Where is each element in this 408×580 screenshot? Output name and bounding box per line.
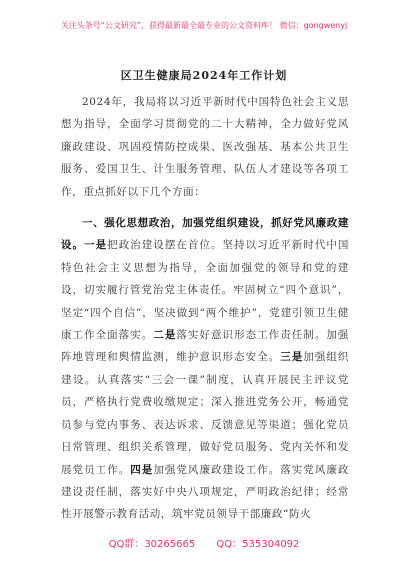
point-4-label: 四是 — [130, 463, 154, 476]
point-1-text: 把政治建设摆在首位。坚持以习近平新时代中国特色社会主义思想为指导，全面加强党的领导和党的建设，切实履行管党治党主体责任。牢固树立“四个意识”，坚定“四个自信”，坚决做到“两个维护”，党建引领卫生健康工作全面落实。 — [61, 239, 349, 342]
point-4-text: 加强党风廉政建设工作。落实党风廉政建设责任制，落实好中央八项规定，严明政治纪律；经常性开展警示教育活动，筑牢党员领导干部廉政“防火 — [61, 463, 350, 521]
footer-qq-group: QQ群：30265665 — [108, 539, 196, 550]
point-2-label: 二是 — [153, 329, 177, 342]
section-1-paragraph — [61, 212, 349, 526]
document-body — [61, 91, 349, 535]
point-2-text: 落实好意识形态工作责任制。加强阵地管理和舆情监测，维护意识形态安全。 — [61, 329, 349, 364]
footer-contact — [0, 535, 408, 550]
top-banner: 关注头条号“公文研究”，获得最新最全最专业的公文资料库！ 微信：gongwenyj — [60, 21, 348, 30]
point-1-label: 一是 — [84, 239, 108, 252]
point-3-label: 三是 — [280, 351, 304, 364]
section-1-heading: 一、强化思想政治，加强党组织建设，抓好党风廉政建设。 — [61, 217, 349, 252]
footer-qq: QQ：535304092 — [216, 539, 300, 550]
intro-paragraph: 2024年，我局将以习近平新时代中国特色社会主义思想为指导，全面学习贯彻党的二十大精神，全力做好党风廉政建设、巩固疫情防控成果、医改强基、基本公共卫生服务、爱国卫生、计生服务管理、队伍人才建设等各项工作，重点抓好以下几个方面： — [61, 96, 349, 198]
document-title: 区卫生健康局2024年工作计划 — [120, 69, 288, 82]
point-3-text: 加强组织建设。认真落实“三会一课”制度，认真开展民主评议党员，严格执行党费收缴规定；深入推进党务公开，畅通党员参与党内事务、表达诉求、反馈意见等渠道；强化党员日常管理、组织关系管理，做好党员服务、党内关怀和发展党员工作。 — [61, 351, 349, 476]
